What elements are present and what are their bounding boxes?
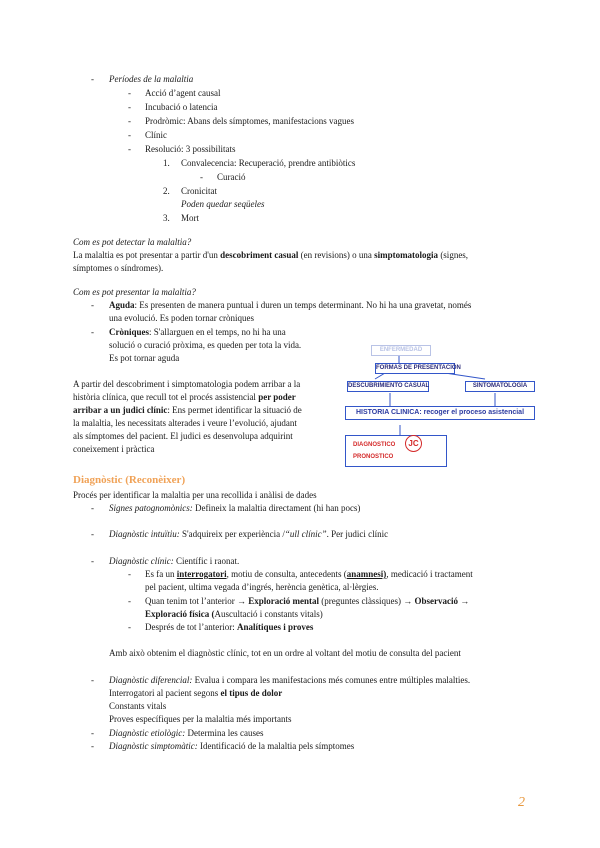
text-run: Identificació de la malaltia pels símptomes xyxy=(197,741,355,751)
bullet-dash: - xyxy=(91,728,94,738)
text-run: (en revisions) o una xyxy=(298,250,375,260)
resolution-item: Convalecencia: Recuperació, prendre antibiòtics xyxy=(181,158,356,168)
diagram-enfermedad: ENFERMEDAD xyxy=(371,345,431,356)
diagram-diagnostic-box xyxy=(345,435,447,467)
simptomatic-label: Diagnòstic simptomàtic: xyxy=(109,741,198,751)
croniques-label: Cròniques xyxy=(109,327,150,337)
bullet-dash: - xyxy=(200,172,203,182)
text-bold: Observació xyxy=(414,596,458,606)
desc-line: als símptomes del pacient. El judici es desenvolupa adquirint xyxy=(73,431,293,441)
text-run: . Per judici clínic xyxy=(326,529,389,539)
clinic-line xyxy=(109,555,239,568)
clinic-sub3 xyxy=(145,621,313,634)
etiologic-line xyxy=(109,727,263,740)
text-run: Quan tenim tot l’anterior xyxy=(145,596,237,606)
detectar-paragraph xyxy=(73,249,468,262)
clinic-label: Diagnòstic clínic: xyxy=(109,556,174,566)
arrow-icon: → xyxy=(460,596,470,606)
text-run: S'adquireix per experiència / xyxy=(179,529,285,539)
diferencial-label: Diagnòstic diferencial: xyxy=(109,675,193,685)
desc-line: coneixement i pràctica xyxy=(73,444,155,454)
periode-item: Clínic xyxy=(145,130,167,140)
signes-line xyxy=(109,502,360,515)
periodes-title: Períodes de la malaltia xyxy=(109,74,194,84)
bullet-dash: - xyxy=(91,503,94,513)
bullet-dash: - xyxy=(91,556,94,566)
bullet-dash: - xyxy=(128,116,131,126)
diagram-diagnostico: DIAGNOSTICO xyxy=(353,442,396,448)
resolution-number: 2. xyxy=(163,186,170,196)
aguda-label: Aguda xyxy=(109,300,135,310)
text-bold: descobriment casual xyxy=(220,250,299,260)
text-bold-underline: interrogatori xyxy=(176,569,227,579)
text-run: La malaltia es pot presentar a partir d'un xyxy=(73,250,221,260)
text-run: Auscultació i constants vitals) xyxy=(214,609,323,619)
text-run: , medicació i tractament xyxy=(386,569,473,579)
bullet-dash: - xyxy=(128,130,131,140)
text-run: Després de tot l’anterior: xyxy=(145,622,237,632)
diagram-formas: FORMAS DE PRESENTACIÓN xyxy=(375,363,455,374)
text-bold: simptomatologia xyxy=(374,250,439,260)
text-run: Determina les causes xyxy=(185,728,264,738)
diferencial-sub2: Constants vitals xyxy=(109,701,167,711)
clinic-sub2-line2 xyxy=(145,608,323,621)
diagram-descubrimiento: DESCUBRIMIENTO CASUAL xyxy=(347,381,429,392)
simptomatic-line xyxy=(109,740,354,753)
text-bold: per poder xyxy=(258,392,296,402)
desc-line xyxy=(73,404,302,417)
arrow-icon: → xyxy=(403,596,413,606)
resolution-number: 1. xyxy=(163,158,170,168)
clinic-sub1-line2: pel pacient, ultima vegada d’ingrés, herència genètica, al·lèrgies. xyxy=(145,582,379,592)
periode-item: Prodròmic: Abans dels símptomes, manifestacions vagues xyxy=(145,116,354,126)
page-number: 2 xyxy=(518,795,525,810)
text-run: Interrogatori al pacient segons xyxy=(109,688,221,698)
etiologic-label: Diagnòstic etiològic: xyxy=(109,728,186,738)
aguda-line2: una evolució. Es poden tornar cròniques xyxy=(109,313,254,323)
periode-item: Resolució: 3 possibilitats xyxy=(145,144,236,154)
presentar-title: Com es pot presentar la malaltia? xyxy=(73,287,196,297)
arrow-icon: → xyxy=(236,596,246,606)
diagram-historia: HISTORIA CLINICA: recoger el proceso asistencial xyxy=(345,406,535,420)
text-italic: “ull clínic” xyxy=(284,529,327,539)
bullet-dash: - xyxy=(128,144,131,154)
clinical-process-diagram xyxy=(345,343,535,471)
bullet-dash: - xyxy=(91,327,94,337)
text-run: : Es presenten de manera puntual i duren un temps determinant. No hi ha una gravetat, només xyxy=(134,300,472,310)
croniques-line xyxy=(109,326,286,339)
text-run: , motiu de consulta, antecedents ( xyxy=(226,569,347,579)
diagnostic-heading: Diagnòstic (Reconèixer) xyxy=(73,474,186,486)
text-bold-underline: anamnesi) xyxy=(346,569,387,579)
clinic-summary: Amb això obtenim el diagnòstic clínic, tot en un ordre al voltant del motiu de consulta del pacient xyxy=(109,648,461,658)
resolution-note: Poden quedar seqüeles xyxy=(181,199,265,209)
resolution-item: Cronicitat xyxy=(181,186,217,196)
bullet-dash: - xyxy=(128,102,131,112)
text-bold: Exploració física xyxy=(145,609,210,619)
croniques-line2: solució o curació pròxima, es queden per tota la vida. xyxy=(109,340,302,350)
bullet-dash: - xyxy=(128,569,131,579)
text-bold: Exploració mental xyxy=(248,596,319,606)
text-run: : Ens permet identificar la situació de xyxy=(167,405,302,415)
text-bold: arribar a un judici clínic xyxy=(73,405,168,415)
croniques-line3: Es pot tornar aguda xyxy=(109,353,180,363)
detectar-line2: símptomes o síndromes). xyxy=(73,263,164,273)
text-run: història clínica, que recull tot el procés assistencial xyxy=(73,392,259,402)
periode-item: Incubació o latencia xyxy=(145,102,218,112)
diferencial-line xyxy=(109,674,470,687)
text-bold: Analítiques i proves xyxy=(236,622,314,632)
desc-line xyxy=(73,391,296,404)
bullet-dash: - xyxy=(128,596,131,606)
bullet-dash: - xyxy=(91,529,94,539)
periode-item: Acció d’agent causal xyxy=(145,88,221,98)
text-run: Defineix la malaltia directament (hi han pocs) xyxy=(192,503,361,513)
intuitiu-label: Diagnòstic intuïtiu: xyxy=(109,529,180,539)
text-run: Es fa un xyxy=(145,569,177,579)
diagnostic-intro: Procés per identificar la malaltia per una recollida i anàlisi de dades xyxy=(73,490,317,500)
diagram-jc-circle: JC xyxy=(405,435,422,452)
desc-line: A partir del descobriment i simptomatologia podem arribar a la xyxy=(73,379,301,389)
resolution-item: Mort xyxy=(181,213,199,223)
bullet-dash: - xyxy=(128,622,131,632)
text-bold: el tipus de dolor xyxy=(220,688,283,698)
bullet-dash: - xyxy=(91,300,94,310)
text-run: (preguntes clàssiques) xyxy=(318,596,404,606)
detectar-title: Com es pot detectar la malaltia? xyxy=(73,237,192,247)
aguda-line xyxy=(109,299,471,312)
desc-line: la malaltia, les necessitats alterades i veure l’evolució, ajudant xyxy=(73,418,297,428)
diagram-pronostico: PRONOSTICO xyxy=(353,454,394,460)
text-run: : S'allarguen en el temps, no hi ha una xyxy=(149,327,286,337)
intuitiu-line xyxy=(109,528,388,541)
text-bold: ( xyxy=(209,609,215,619)
bullet-dash: - xyxy=(91,741,94,751)
clinic-sub2 xyxy=(145,595,469,608)
text-run: Evalua i compara les manifestacions més comunes entre múltiples malalties. xyxy=(192,675,471,685)
resolution-subitem: Curació xyxy=(217,172,246,182)
resolution-number: 3. xyxy=(163,213,170,223)
diferencial-sub3: Proves específiques per la malaltia més importants xyxy=(109,714,292,724)
diferencial-sub1 xyxy=(109,687,282,700)
diagram-sintomatologia: SINTOMATOLOGÍA xyxy=(465,381,535,392)
text-run: (signes, xyxy=(438,250,469,260)
bullet-dash: - xyxy=(91,675,94,685)
bullet-dash: - xyxy=(91,74,94,84)
clinic-sub1 xyxy=(145,568,473,581)
text-run: Científic i raonat. xyxy=(173,556,240,566)
bullet-dash: - xyxy=(128,88,131,98)
signes-label: Signes patognomònics: xyxy=(109,503,193,513)
